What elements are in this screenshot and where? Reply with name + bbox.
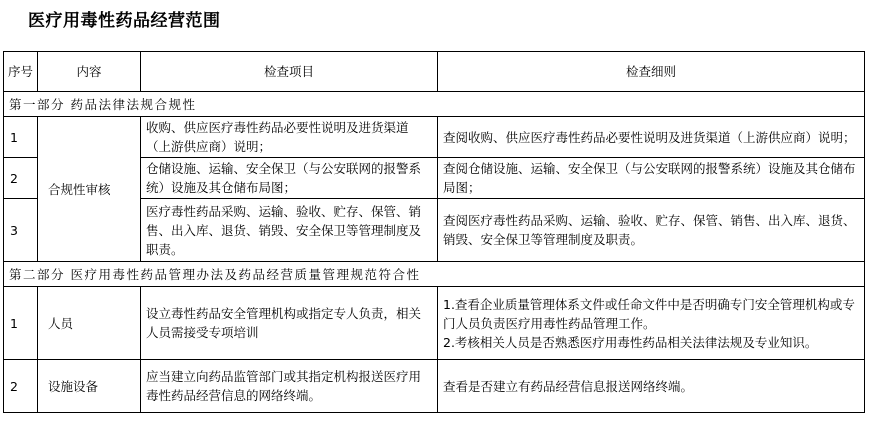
row-item: 仓储设施、运输、安全保卫（与公安联网的报警系统）设施及其仓储布局图； <box>141 158 438 199</box>
table-row <box>4 117 865 158</box>
row-detail: 查看是否建立有药品经营信息报送网络终端。 <box>438 360 865 413</box>
section-row <box>4 262 865 287</box>
row-item: 应当建立向药品监管部门或其指定机构报送医疗用毒性药品经营信息的网络终端。 <box>141 360 438 413</box>
section-label: 第二部分 医疗用毒性药品管理办法及药品经营质量管理规范符合性 <box>4 262 865 287</box>
row-category: 设施设备 <box>38 360 141 413</box>
header-content: 内容 <box>38 52 141 92</box>
row-item: 设立毒性药品安全管理机构或指定专人负责，相关人员需接受专项培训 <box>141 287 438 360</box>
header-item: 检查项目 <box>141 52 438 92</box>
header-index: 序号 <box>4 52 38 92</box>
row-index: 2 <box>4 360 38 413</box>
row-index: 2 <box>4 158 38 199</box>
page-title: 医疗用毒性药品经营范围 <box>28 11 221 31</box>
row-category: 合规性审核 <box>38 117 141 262</box>
detail-line: 2.考核相关人员是否熟悉医疗用毒性药品相关法律法规及专业知识。 <box>443 334 818 350</box>
row-item: 收购、供应医疗毒性药品必要性说明及进货渠道（上游供应商）说明； <box>141 117 438 158</box>
row-index: 3 <box>4 199 38 262</box>
row-detail: 查阅收购、供应医疗毒性药品必要性说明及进货渠道（上游供应商）说明； <box>438 117 865 158</box>
table-row <box>4 287 865 360</box>
table-row <box>4 360 865 413</box>
row-detail <box>438 287 865 360</box>
row-item: 医疗毒性药品采购、运输、验收、贮存、保管、销售、出入库、退货、销毁、安全保卫等管理制度及职责。 <box>141 199 438 262</box>
row-index: 1 <box>4 117 38 158</box>
row-detail: 查阅仓储设施、运输、安全保卫（与公安联网的报警系统）设施及其仓储布局图； <box>438 158 865 199</box>
row-detail: 查阅医疗毒性药品采购、运输、验收、贮存、保管、销售、出入库、退货、销毁、安全保卫等管理制度及职责。 <box>438 199 865 262</box>
row-index: 1 <box>4 287 38 360</box>
table-header-row <box>4 52 865 92</box>
row-category: 人员 <box>38 287 141 360</box>
section-row <box>4 92 865 117</box>
inspection-table <box>3 51 865 413</box>
detail-line: 1.查看企业质量管理体系文件或任命文件中是否明确专门安全管理机构或专门人员负责医疗用毒性药品管理工作。 <box>443 296 855 331</box>
header-detail: 检查细则 <box>438 52 865 92</box>
section-label: 第一部分 药品法律法规合规性 <box>4 92 865 117</box>
